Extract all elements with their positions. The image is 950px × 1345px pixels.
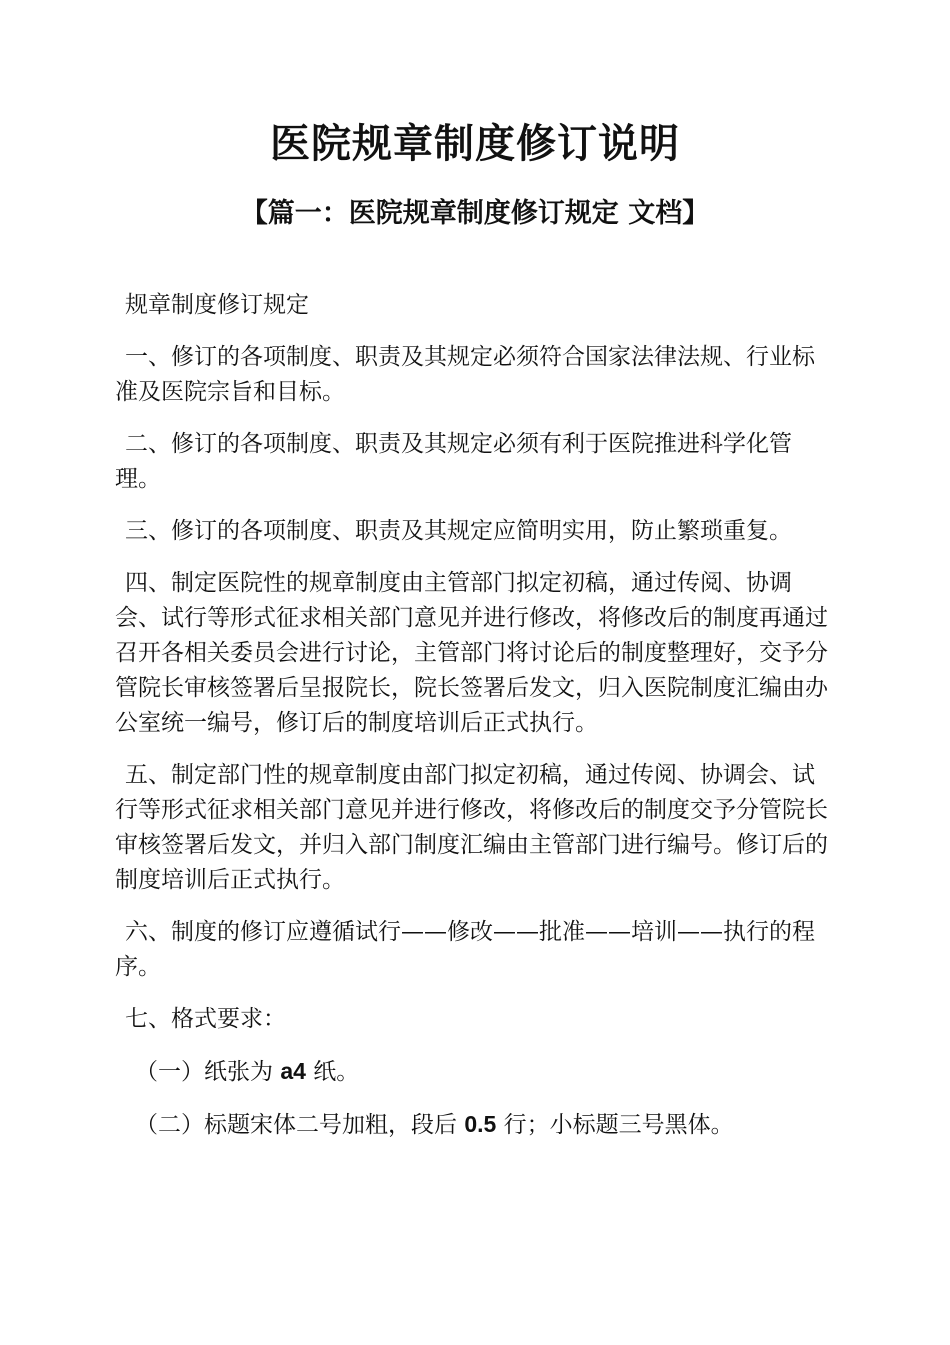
format-item-2 [115, 1107, 837, 1143]
document-body [115, 288, 837, 1160]
paragraph-5: 五、制定部门性的规章制度由部门拟定初稿，通过传阅、协调会、试行等形式征求相关部门意见并进行修改，将修改后的制度交予分管院长审核签署后发文，并归入部门制度汇编由主管部门进行编号。修订后的制度培训后正式执行。 [115, 762, 828, 893]
format-item-2-suffix: 行；小标题三号黑体。 [496, 1112, 734, 1138]
paragraph-4: 四、制定医院性的规章制度由主管部门拟定初稿，通过传阅、协调会、试行等形式征求相关部门意见并进行修改，将修改后的制度再通过召开各相关委员会进行讨论，主管部门将讨论后的制度整理好，交予分管院长审核签署后呈报院长，院长签署后发文，归入医院制度汇编由办公室统一编号，修订后的制度培训后正式执行。 [115, 570, 828, 736]
paragraph-3: 三、修订的各项制度、职责及其规定应简明实用，防止繁琐重复。 [125, 518, 792, 544]
format-item-1-suffix: 纸。 [305, 1059, 360, 1085]
paragraph-2: 二、修订的各项制度、职责及其规定必须有利于医院推进科学化管理。 [115, 431, 792, 492]
paragraph-7: 七、格式要求： [125, 1006, 286, 1032]
format-item-1 [115, 1054, 837, 1090]
format-item-2-prefix: （二）标题宋体二号加粗，段后 [135, 1112, 465, 1138]
paragraph-1: 一、修订的各项制度、职责及其规定必须符合国家法律法规、行业标准及医院宗旨和目标。 [115, 344, 815, 405]
format-item-1-value: a4 [280, 1058, 306, 1084]
document-title: 医院规章制度修订说明 [270, 120, 680, 167]
format-item-1-prefix: （一）纸张为 [135, 1059, 281, 1085]
document-subtitle: 【篇一：医院规章制度修订规定 文档】 [240, 198, 710, 229]
format-item-2-value: 0.5 [464, 1111, 497, 1137]
paragraph-6: 六、制度的修订应遵循试行——修改——批准——培训——执行的程序。 [115, 919, 815, 980]
section-heading: 规章制度修订规定 [125, 292, 309, 318]
